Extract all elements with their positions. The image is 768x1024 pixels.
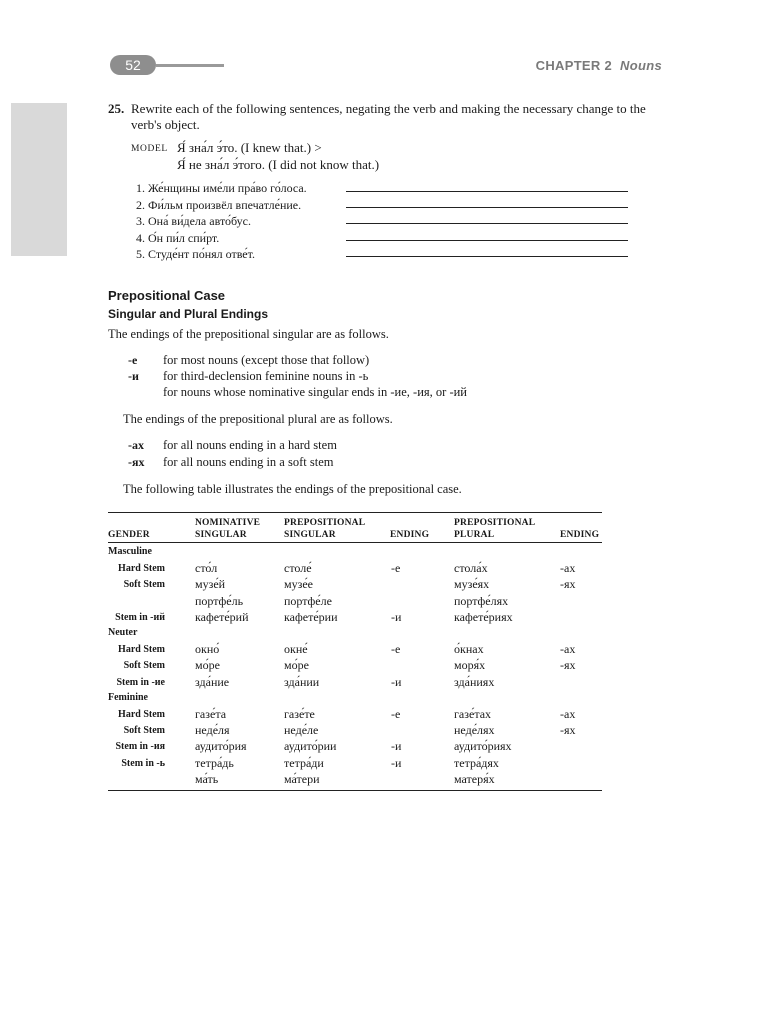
ending-plural-cell: -ах bbox=[560, 707, 576, 721]
ending-singular-cell: -е bbox=[391, 707, 401, 721]
ending-description: for nouns whose nominative singular ends in -ие, -ия, or -ий bbox=[163, 385, 467, 399]
prepositional-plural-cell: газе́тах bbox=[454, 707, 492, 721]
stem-label: Hard Stem bbox=[118, 563, 165, 575]
singular-intro: The endings of the prepositional singular are as follows. bbox=[108, 327, 389, 341]
nominative-singular-cell: сто́л bbox=[195, 561, 218, 576]
prepositional-plural-cell: о́кнах bbox=[454, 642, 484, 657]
prepositional-singular-cell: ма́тери bbox=[284, 771, 320, 786]
header-rule bbox=[156, 64, 224, 67]
ending-plural-cell: -ах bbox=[560, 642, 576, 657]
prepositional-singular-cell: тетра́ди bbox=[284, 755, 324, 770]
section-title: Prepositional Case bbox=[108, 288, 226, 303]
ending-description: for all nouns ending in a soft stem bbox=[163, 455, 334, 469]
ending-plural-cell: -ях bbox=[560, 658, 576, 673]
stem-label: Soft Stem bbox=[123, 660, 165, 672]
stem-label: Stem in -ие bbox=[116, 676, 165, 688]
nominative-singular-cell: портфе́ль bbox=[195, 593, 244, 608]
prepositional-singular-cell: газе́те bbox=[284, 707, 315, 721]
exercise-sentence: 5. Студе́нт по́нял отве́т. bbox=[136, 247, 255, 261]
ending-singular-cell: -и bbox=[391, 674, 402, 689]
ending-suffix: -ах bbox=[128, 438, 144, 452]
prepositional-singular-cell: мо́ре bbox=[284, 658, 309, 673]
stem-label: Stem in -ия bbox=[115, 741, 165, 753]
chapter-topic: Nouns bbox=[620, 58, 662, 73]
gender-group-label: Neuter bbox=[108, 627, 138, 638]
ending-description: for all nouns ending in a hard stem bbox=[163, 438, 337, 452]
answer-blank-line[interactable] bbox=[346, 240, 628, 241]
prepositional-singular-cell: портфе́ле bbox=[284, 593, 332, 608]
prepositional-plural-cell: неде́лях bbox=[454, 723, 495, 738]
nominative-singular-cell: газе́та bbox=[195, 707, 227, 721]
nominative-singular-cell: кафете́рий bbox=[195, 609, 249, 624]
ending-plural-cell: -ях bbox=[560, 577, 576, 592]
prepositional-plural-cell: моря́х bbox=[454, 658, 486, 673]
ending-singular-cell: -е bbox=[391, 642, 401, 657]
table-bottom-rule bbox=[108, 790, 602, 791]
ending-description: for most nouns (except those that follow) bbox=[163, 353, 370, 367]
stem-label: Soft Stem bbox=[123, 579, 165, 591]
ending-plural-cell: -ах bbox=[560, 561, 576, 576]
nominative-singular-cell: музе́й bbox=[195, 577, 226, 592]
stem-label: Stem in -ий bbox=[115, 611, 165, 623]
ending-suffix: -и bbox=[128, 369, 139, 383]
nominative-singular-cell: ма́ть bbox=[195, 771, 219, 786]
ending-singular-cell: -и bbox=[391, 739, 402, 754]
column-header-prepositional-singular: PREPOSITIONAL SINGULAR bbox=[284, 518, 365, 540]
ending-singular-cell: -е bbox=[391, 561, 401, 576]
column-header-ending-singular: ENDING bbox=[390, 530, 430, 540]
exercise-instruction: Rewrite each of the following sentences, negating the verb and making the necessary change to the verb's object. bbox=[131, 101, 646, 132]
table-intro: The following table illustrates the endings of the prepositional case. bbox=[123, 482, 462, 496]
answer-blank-line[interactable] bbox=[346, 191, 628, 192]
prepositional-plural-cell: музе́ях bbox=[454, 577, 490, 592]
prepositional-plural-cell: портфе́лях bbox=[454, 593, 509, 608]
prepositional-singular-cell: музе́е bbox=[284, 577, 313, 592]
exercise-sentence: 4. О́н пи́л спи́рт. bbox=[136, 231, 220, 245]
stem-label: Hard Stem bbox=[118, 644, 165, 656]
gender-group-label: Masculine bbox=[108, 546, 152, 557]
prepositional-plural-cell: зда́ниях bbox=[454, 674, 495, 689]
running-head bbox=[536, 58, 662, 73]
prepositional-singular-cell: неде́ле bbox=[284, 723, 319, 738]
stem-label: Hard Stem bbox=[118, 709, 165, 720]
ending-singular-cell: -и bbox=[391, 609, 402, 624]
answer-blank-line[interactable] bbox=[346, 207, 628, 208]
prepositional-singular-cell: окне́ bbox=[284, 642, 308, 657]
exercise-sentence: 3. Она́ ви́дела авто́бус. bbox=[136, 214, 252, 228]
prepositional-singular-cell: зда́нии bbox=[284, 674, 320, 689]
nominative-singular-cell: окно́ bbox=[195, 642, 220, 657]
ending-plural-cell: -ях bbox=[560, 723, 576, 738]
section-subtitle: Singular and Plural Endings bbox=[108, 307, 269, 321]
column-header-nominative-singular: NOMINATIVE SINGULAR bbox=[195, 518, 261, 540]
model-sentence-negated: Я́ не зна́л э́того. (I did not know that.) bbox=[177, 157, 380, 172]
prepositional-plural-cell: аудито́риях bbox=[454, 739, 512, 754]
ending-description: for third-declension feminine nouns in -ь bbox=[163, 369, 369, 383]
stem-label: Stem in -ь bbox=[121, 757, 165, 769]
nominative-singular-cell: аудито́рия bbox=[195, 739, 247, 754]
ending-suffix: -е bbox=[128, 353, 138, 367]
stem-label: Soft Stem bbox=[123, 725, 165, 737]
ending-suffix: -ях bbox=[128, 455, 145, 469]
side-tab-marker bbox=[11, 103, 67, 256]
table-header-rule bbox=[108, 542, 602, 543]
exercise-number: 25. bbox=[108, 101, 125, 116]
nominative-singular-cell: зда́ние bbox=[195, 674, 230, 689]
nominative-singular-cell: тетра́дь bbox=[195, 755, 234, 770]
nominative-singular-cell: неде́ля bbox=[195, 723, 230, 738]
page-number-badge: 52 bbox=[110, 55, 156, 75]
answer-blank-line[interactable] bbox=[346, 256, 628, 257]
answer-blank-line[interactable] bbox=[346, 223, 628, 224]
prepositional-plural-cell: тетра́дях bbox=[454, 755, 499, 770]
ending-singular-cell: -и bbox=[391, 755, 402, 770]
model-sentence-positive: Я́ зна́л э́то. (I knew that.) > bbox=[177, 140, 322, 155]
prepositional-plural-cell: матеря́х bbox=[454, 771, 495, 786]
chapter-label: CHAPTER 2 bbox=[535, 58, 613, 73]
prepositional-singular-cell: аудито́рии bbox=[284, 739, 337, 754]
prepositional-plural-cell: кафете́риях bbox=[454, 609, 513, 624]
plural-intro: The endings of the prepositional plural are as follows. bbox=[123, 412, 393, 426]
prepositional-singular-cell: столе́ bbox=[284, 561, 312, 576]
exercise-sentence: 2. Фи́льм произвёл впечатле́ние. bbox=[136, 198, 302, 212]
nominative-singular-cell: мо́ре bbox=[195, 658, 220, 673]
column-header-ending-plural: ENDING bbox=[560, 530, 600, 540]
table-top-rule bbox=[108, 512, 602, 513]
exercise-sentence: 1. Же́нщины име́ли пра́во го́лоса. bbox=[136, 181, 307, 195]
model-label: MODEL bbox=[131, 144, 168, 154]
column-header-gender: GENDER bbox=[108, 530, 150, 540]
prepositional-singular-cell: кафете́рии bbox=[284, 609, 338, 624]
prepositional-plural-cell: стола́х bbox=[454, 561, 488, 576]
gender-group-label: Feminine bbox=[108, 691, 148, 703]
column-header-prepositional-plural: PREPOSITIONAL PLURAL bbox=[454, 518, 535, 540]
